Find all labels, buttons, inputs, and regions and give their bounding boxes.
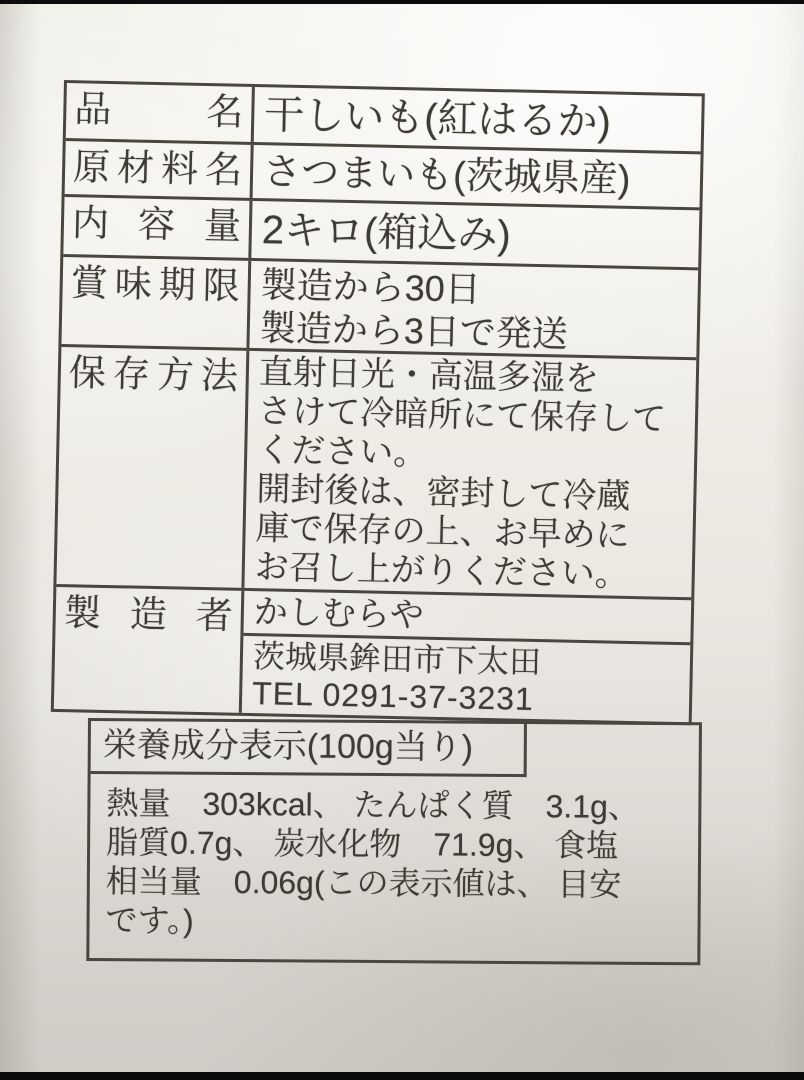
storage-line-3: ください。	[256, 431, 428, 473]
storage-line-2: さけて冷暗所にて保存して	[257, 392, 667, 439]
spec-table	[51, 80, 705, 725]
manufacturer-address: 茨城県鉾田市下太田	[252, 638, 542, 681]
ingredients-value	[253, 145, 701, 207]
nutrition-header: 栄養成分表示(100g当り)	[91, 721, 527, 777]
net-content-value	[251, 201, 699, 267]
nutrition-box	[86, 718, 702, 966]
row-manufacturer	[54, 587, 691, 722]
nutrition-body	[89, 774, 698, 962]
manufacturer-tel: TEL 0291-37-3231	[251, 675, 535, 717]
row-storage	[56, 347, 696, 600]
storage-value	[244, 351, 696, 597]
bottom-letterbox-bar	[0, 1072, 804, 1080]
ingredients-text: さつまいも(茨城県産)	[262, 151, 631, 201]
storage-line-4: 開封後は、密封して冷蔵	[256, 470, 631, 516]
manufacturer-label: 製造者	[54, 587, 245, 713]
product-name-label: 品名	[66, 83, 255, 142]
nutrition-line-2: 脂質0.7g、 炭水化物 71.9g、 食塩	[106, 824, 619, 865]
manufacturer-value	[242, 591, 691, 722]
product-name-text: 干しいも(紅はるか)	[263, 93, 612, 145]
ingredients-label: 原材料名	[65, 141, 254, 198]
storage-label: 保存方法	[56, 347, 249, 588]
best-before-value	[249, 261, 698, 357]
best-before-line-2: 製造から3日で発送	[259, 307, 569, 355]
product-name-value	[254, 87, 702, 151]
manufacturer-name: かしむらや	[243, 591, 691, 645]
row-best-before	[61, 257, 698, 360]
nutrition-line-4: です。)	[105, 902, 194, 940]
nutrition-line-1: 熱量 303kcal、 たんぱく質 3.1g、	[106, 785, 641, 826]
top-letterbox-bar	[0, 0, 804, 4]
net-content-label: 内容量	[63, 197, 252, 258]
net-content-text: 2キロ(箱込み)	[261, 208, 512, 258]
best-before-line-1: 製造から30日	[260, 264, 482, 310]
storage-line-1: 直射日光・高温多湿を	[258, 353, 600, 399]
nutrition-line-3: 相当量 0.06g(この表示値は、 目安	[105, 863, 622, 904]
storage-line-6: お召し上がりください。	[254, 548, 630, 594]
storage-line-5: 庫で保存の上、お早めに	[255, 509, 630, 555]
best-before-label: 賞味期限	[61, 257, 251, 348]
